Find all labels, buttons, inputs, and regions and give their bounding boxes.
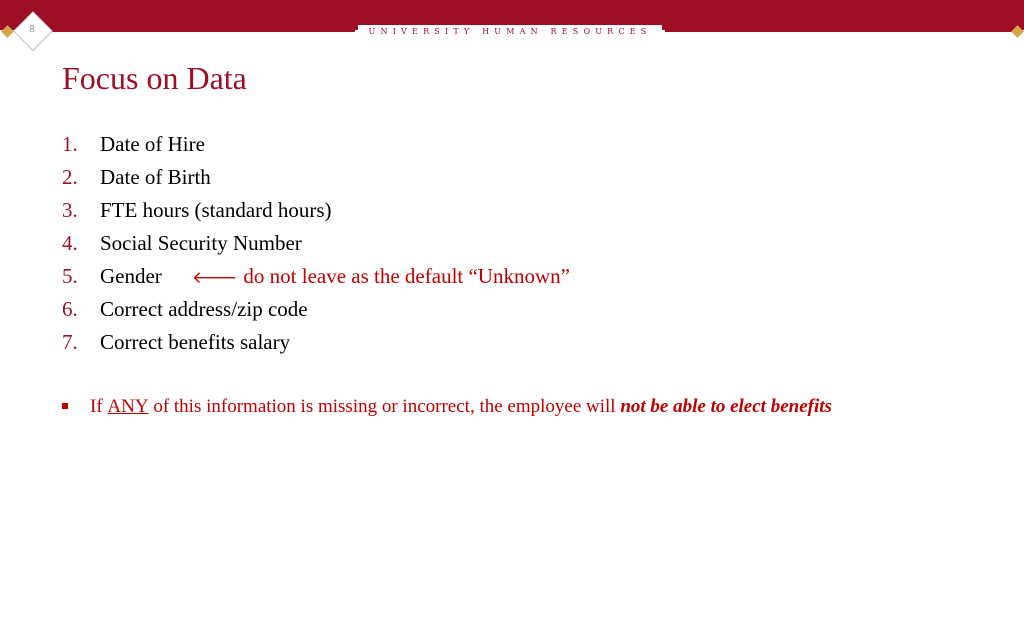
- warning-part1: If: [90, 396, 103, 417]
- list-item-text: Correct address/zip code: [100, 297, 308, 321]
- square-bullet-icon: [62, 403, 68, 409]
- list-item-number: 6.: [62, 297, 78, 321]
- gender-note-text: do not leave as the default “Unknown”: [243, 264, 570, 288]
- list-item-text: Gender: [100, 264, 162, 288]
- data-checklist: [62, 128, 570, 359]
- list-item-text: Date of Birth: [100, 165, 211, 189]
- slide-title: Focus on Data: [62, 60, 247, 96]
- page-number: 8: [29, 23, 35, 35]
- header-rule-left: [50, 30, 355, 32]
- list-item: [62, 260, 570, 293]
- list-item-number: 7.: [62, 330, 78, 354]
- list-item: [62, 293, 570, 326]
- warning-underlined: ANY: [107, 396, 149, 417]
- list-item: [62, 326, 570, 359]
- list-item: [62, 161, 570, 194]
- arrow-left-icon: 🡐: [191, 268, 238, 288]
- warning-emphasis: not be able to elect benefits: [620, 396, 832, 417]
- list-item-number: 2.: [62, 165, 78, 189]
- header-rule-right: [665, 30, 1017, 32]
- warning-part2: of this information is missing or incorrect, the employee will: [153, 396, 616, 417]
- list-item: [62, 128, 570, 161]
- list-item: [62, 194, 570, 227]
- gender-note: [192, 264, 570, 288]
- list-item-text: Social Security Number: [100, 231, 302, 255]
- list-item-number: 4.: [62, 231, 78, 255]
- warning-bullet: [62, 393, 832, 421]
- list-item-number: 3.: [62, 198, 78, 222]
- list-item-number: 1.: [62, 132, 78, 156]
- list-item-number: 5.: [62, 264, 78, 288]
- list-item-text: FTE hours (standard hours): [100, 198, 332, 222]
- list-item: [62, 227, 570, 260]
- list-item-text: Correct benefits salary: [100, 330, 291, 354]
- list-item-text: Date of Hire: [100, 132, 205, 156]
- org-name: UNIVERSITY HUMAN RESOURCES: [358, 25, 662, 39]
